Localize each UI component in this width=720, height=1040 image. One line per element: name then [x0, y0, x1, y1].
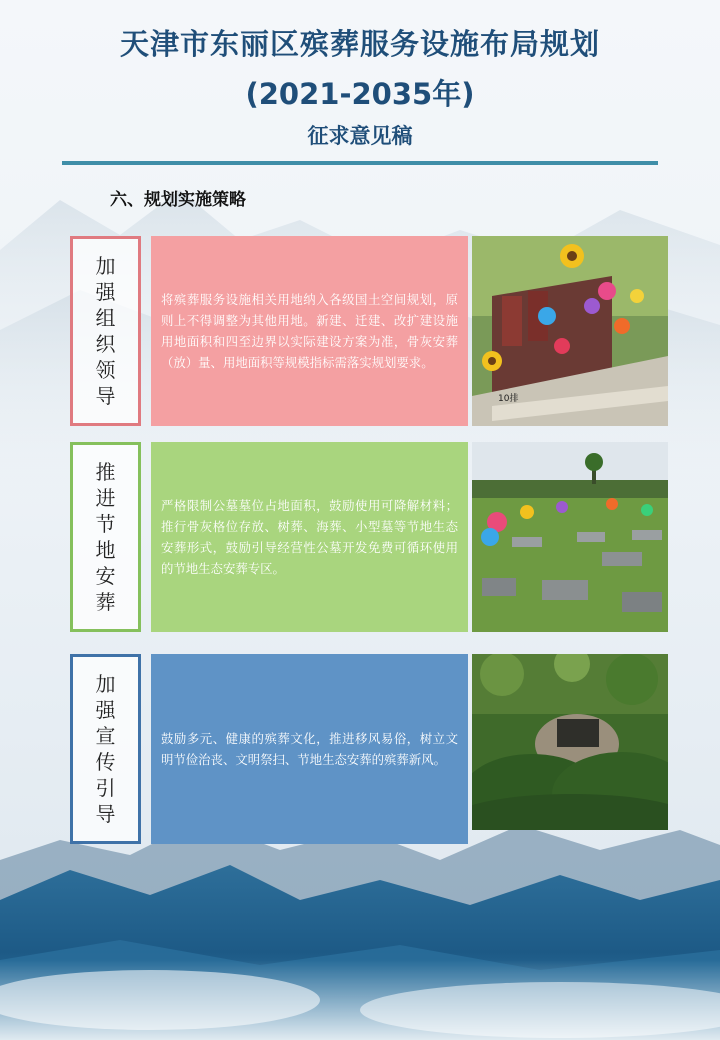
flower-wall-cemetery-photo [472, 236, 668, 426]
label-char: 导 [95, 802, 116, 826]
strategy-text-box [151, 236, 468, 426]
label-char: 传 [95, 750, 116, 774]
strategy-text-box [151, 654, 468, 844]
label-char: 进 [95, 486, 116, 510]
label-char: 地 [95, 538, 116, 562]
label-char: 宣 [95, 724, 116, 748]
label-char: 组 [95, 306, 116, 330]
garden-stone-photo [472, 654, 668, 830]
label-char: 葬 [95, 590, 116, 614]
lawn-burial-photo [472, 442, 668, 632]
page-title-line2: (2021-2035年) [245, 77, 475, 111]
strategy-description: 将殡葬服务设施相关用地纳入各级国土空间规划，原则上不得调整为其他用地。新建、迁建、改扩建设施用地面积和四至边界以实际建设方案为准，骨灰安葬（放）量、用地面积等规模指标需落实规划要求。 [161, 292, 458, 370]
label-char: 导 [95, 384, 116, 408]
label-char: 推 [95, 460, 116, 484]
strategy-row-publicity [70, 654, 668, 846]
label-char: 强 [95, 698, 116, 722]
strategy-text-box [151, 442, 468, 632]
strategy-description: 严格限制公墓墓位占地面积，鼓励使用可降解材料；推行骨灰格位存放、树葬、海葬、小型墓等节地生态安葬形式，鼓励引导经营性公墓开发免费可循环使用的节地生态安葬专区。 [161, 498, 458, 576]
strategy-description: 鼓励多元、健康的殡葬文化，推进移风易俗，树立文明节俭治丧、文明祭扫、节地生态安葬的殡葬新风。 [161, 731, 458, 767]
strategy-label-box [70, 654, 141, 844]
title-divider [62, 161, 658, 165]
label-char: 节 [95, 512, 116, 536]
strategy-row-organization [70, 236, 668, 428]
page-subtitle: 征求意见稿 [307, 124, 413, 148]
label-char: 加 [95, 672, 116, 696]
label-char: 安 [95, 564, 116, 588]
label-char: 强 [95, 280, 116, 304]
label-char: 领 [95, 358, 116, 382]
strategy-label-box [70, 442, 141, 632]
label-char: 引 [95, 776, 116, 800]
section-heading: 六、规划实施策略 [110, 190, 246, 210]
page-title-line1: 天津市东丽区殡葬服务设施布局规划 [119, 27, 600, 61]
strategy-row-eco-burial [70, 442, 668, 634]
label-char: 加 [95, 254, 116, 278]
row-marker-text: 10排 [498, 394, 519, 404]
label-char: 织 [95, 332, 116, 356]
strategy-label-box [70, 236, 141, 426]
